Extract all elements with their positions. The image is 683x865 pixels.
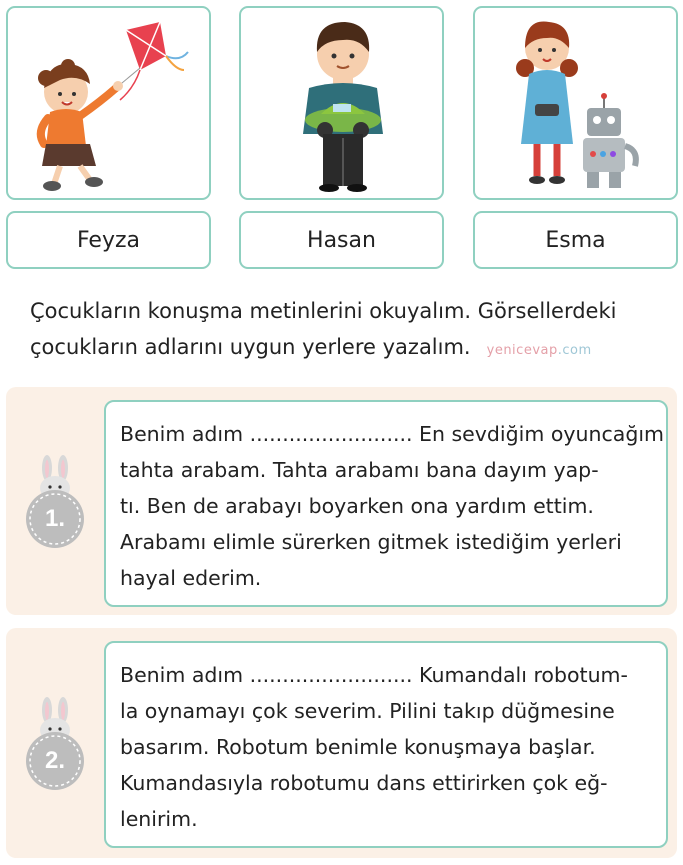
number-badge [22, 452, 88, 572]
passage-number: 1. [44, 505, 65, 532]
passage-line: tı. Ben de arabayı boyarken ona yardım ettim. [120, 494, 594, 518]
passage-line: hayal ederim. [120, 566, 262, 590]
instruction-text [30, 293, 660, 369]
character-name: Esma [545, 227, 606, 253]
passage-line: lenirim. [120, 807, 198, 831]
watermark [487, 343, 592, 358]
girl-with-kite-illustration [8, 8, 213, 202]
character-name: Feyza [76, 227, 141, 253]
passage-line: Arabamı elimle sürerken gitmek istediğim yerleri [120, 530, 622, 554]
character-name: Hasan [307, 227, 376, 253]
passage-number: 2. [44, 747, 65, 774]
instruction-line [30, 329, 660, 369]
name-card-hasan [239, 211, 444, 269]
name-card-esma [473, 211, 678, 269]
name-card-feyza [6, 211, 211, 269]
watermark-text: yenicevap [486, 343, 558, 358]
passage-line: la oynamayı çok severim. Pilini takıp düğmesine [120, 699, 615, 723]
instruction-line-text: çocukların adlarını uygun yerlere yazalım. [30, 335, 471, 359]
watermark-suffix: .com [557, 343, 592, 358]
feyza-picture-card [6, 6, 211, 200]
hasan-picture-card [239, 6, 444, 200]
boy-with-toy-car-illustration [241, 8, 446, 202]
passage-line: basarım. Robotum benimle konuşmaya başlar. [120, 735, 596, 759]
passage-line: tahta arabam. Tahta arabamı bana dayım yap- [120, 458, 599, 482]
passage-line: Benim adım ......................... En sevdiğim oyuncağım [120, 422, 664, 446]
passage-line: Benim adım ......................... Kumandalı robotum- [120, 663, 628, 687]
esma-picture-card [473, 6, 678, 200]
girl-with-robot-illustration [475, 8, 680, 202]
number-badge [22, 694, 88, 814]
passage-line: Kumandasıyla robotumu dans ettirirken çok eğ- [120, 771, 608, 795]
passage-text-box [104, 400, 668, 607]
passage-text-box [104, 641, 668, 848]
instruction-line: Çocukların konuşma metinlerini okuyalım. Görsellerdeki [30, 299, 617, 323]
